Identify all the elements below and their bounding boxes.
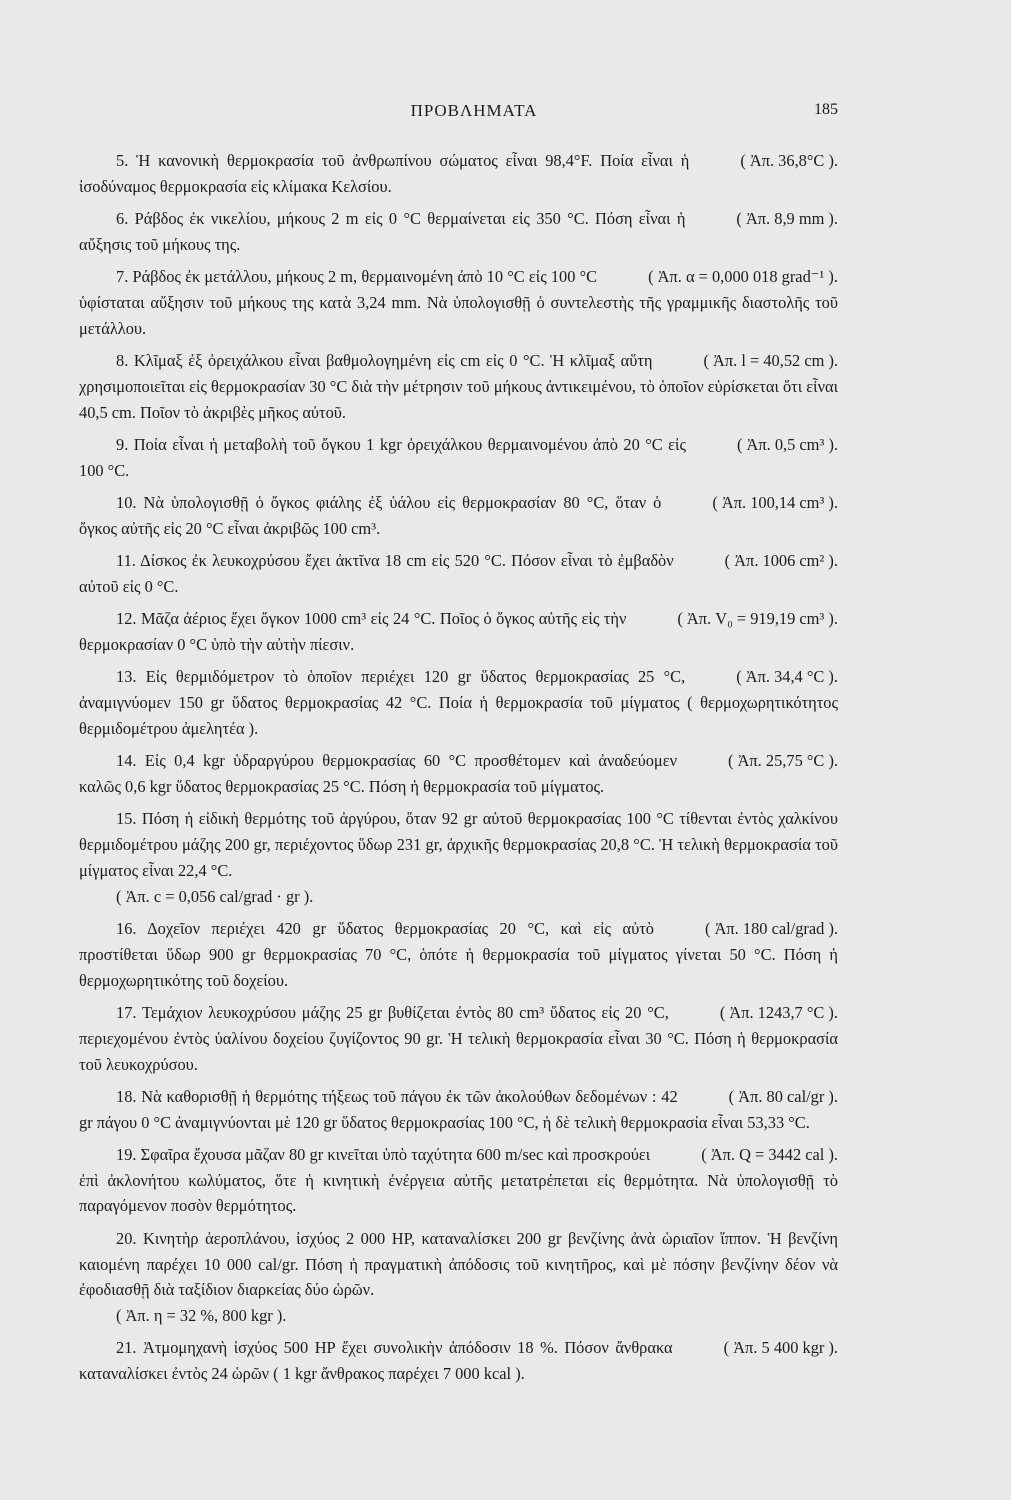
- answer-14: ( Ἀπ. 25,75 °C ).: [728, 751, 838, 771]
- problem-16: [79, 916, 838, 993]
- page-number: 185: [814, 101, 838, 118]
- problem-17: [79, 1000, 838, 1077]
- answer-8: ( Ἀπ. l = 40,52 cm ).: [703, 351, 838, 371]
- problem-text-14: 14. Εἰς 0,4 kgr ὑδραργύρου θερμοκρασίας 60 °C προσθέτομεν καὶ ἀναδεύομεν καλῶς 0,6 kgr ὕδατος θερμοκρασίας 25 °C. Πόση ἡ θερμοκρασία τοῦ μίγματος.: [79, 751, 678, 797]
- problem-text-13: 13. Εἰς θερμιδόμετρον τὸ ὁποῖον περιέχει 120 gr ὕδατος θερμοκρασίας 25 °C, ἀναμιγνύομεν 150 gr ὕδατος θερμοκρασίας 42 °C. Ποία ἡ θερμοκρασία τοῦ μίγματος ( θερμοχωρητικότητος θερμιδομέτρου ἀμελητέα ).: [79, 667, 838, 738]
- problem-5: [79, 148, 838, 200]
- page-header: [110, 101, 838, 131]
- problem-8: [79, 348, 838, 425]
- problem-11: [79, 548, 838, 600]
- problem-text-5: 5. Ἡ κανονικὴ θερμοκρασία τοῦ ἀνθρωπίνου σώματος εἶναι 98,4°F. Ποία εἶναι ἡ ἰσοδύναμος θερμοκρασία εἰς κλίμακα Κελσίου.: [79, 151, 690, 196]
- answer-16: ( Ἀπ. 180 cal/grad ).: [705, 919, 838, 939]
- answer-19: ( Ἀπ. Q = 3442 cal ).: [701, 1144, 838, 1164]
- answer-7: ( Ἀπ. α = 0,000 018 grad⁻¹ ).: [648, 267, 838, 287]
- answer-21: ( Ἀπ. 5 400 kgr ).: [723, 1338, 838, 1358]
- answer-10: ( Ἀπ. 100,14 cm³ ).: [712, 493, 838, 513]
- problem-text-11: 11. Δίσκος ἐκ λευκοχρύσου ἔχει ἀκτῖνα 18 cm εἰς 520 °C. Πόσον εἶναι τὸ ἐμβαδὸν αὐτοῦ εἰς 0 °C.: [79, 551, 674, 596]
- answer-17: ( Ἀπ. 1243,7 °C ).: [719, 1002, 838, 1022]
- problem-text-21: 21. Ἀτμομηχανὴ ἰσχύος 500 HP ἔχει συνολικὴν ἀπόδοσιν 18 %. Πόσον ἄνθρακα καταναλίσκει ἐντὸς 24 ὡρῶν ( 1 kgr ἄνθρακος παρέχει 7 000 kcal ).: [79, 1338, 673, 1384]
- problem-text-6: 6. Ράβδος ἐκ νικελίου, μήκους 2 m εἰς 0 °C θερμαίνεται εἰς 350 °C. Πόση εἶναι ἡ αὔξησις τοῦ μήκους της.: [79, 209, 686, 254]
- problem-text-16: 16. Δοχεῖον περιέχει 420 gr ὕδατος θερμοκρασίας 20 °C, καὶ εἰς αὐτὸ προστίθεται ὕδωρ 900 gr θερμοκρασίας 70 °C, ὁπότε ἡ θερμοκρασία τοῦ μίγματος γίνεται 50 °C. Πόση ἡ θερμοχωρητικότης τοῦ δοχείου.: [79, 919, 838, 990]
- answer-11: ( Ἀπ. 1006 cm² ).: [724, 551, 838, 571]
- problem-12: [79, 606, 838, 658]
- problem-text-19: 19. Σφαῖρα ἔχουσα μᾶζαν 80 gr κινεῖται ὑπὸ ταχύτητα 600 m/sec καὶ προσκρούει ἐπὶ ἀκλονήτου κωλύματος, ὅτε ἡ κινητικὴ ἐνέργεια αὐτῆς μετατρέπεται εἰς θερμότητα. Νὰ ὑπολογισθῇ τὸ παραγόμενον ποσὸν θερμότητος.: [79, 1144, 838, 1216]
- problem-15: [79, 806, 838, 909]
- answer-9: ( Ἀπ. 0,5 cm³ ).: [736, 434, 838, 454]
- problem-text-8: 8. Κλῖμαξ ἐξ ὀρειχάλκου εἶναι βαθμολογημένη εἰς cm εἰς 0 °C. Ἡ κλῖμαξ αὕτη χρησιμοποιεῖται εἰς θερμοκρασίαν 30 °C διὰ τὴν μέτρησιν τοῦ μήκους ἀντικειμένου, τὸ ὁποῖον εὑρίσκεται ὅτι εἶναι 40,5 cm. Ποῖον τὸ ἀκριβὲς μῆκος αὐτοῦ.: [79, 351, 838, 422]
- problem-text-12: 12. Μᾶζα ἀέριος ἔχει ὄγκον 1000 cm³ εἰς 24 °C. Ποῖος ὁ ὄγκος αὐτῆς εἰς τὴν θερμοκρασίαν 0 °C ὑπὸ τὴν αὐτὴν πίεσιν.: [79, 609, 627, 655]
- problems-list: [79, 148, 838, 1394]
- answer-20: ( Ἀπ. η = 32 %, 800 kgr ).: [116, 1306, 287, 1326]
- problem-18: [79, 1084, 838, 1136]
- problem-text-18: 18. Νὰ καθορισθῇ ἡ θερμότης τήξεως τοῦ πάγου ἐκ τῶν ἀκολούθων δεδομένων : 42 gr πάγου 0 °C ἀναμιγνύονται μὲ 120 gr ὕδατος θερμοκρασίας 100 °C, ἡ δὲ τελικὴ θερμοκρασία εἶναι 53,33 °C.: [79, 1086, 810, 1132]
- problem-text-9: 9. Ποία εἶναι ἡ μεταβολὴ τοῦ ὄγκου 1 kgr ὀρειχάλκου θερμαινομένου ἀπὸ 20 °C εἰς 100 °C.: [79, 434, 686, 480]
- problem-19: [79, 1142, 838, 1219]
- problem-9: [79, 432, 838, 484]
- problem-text-15: 15. Πόση ἡ εἰδικὴ θερμότης τοῦ ἀργύρου, ὅταν 92 gr αὐτοῦ θερμοκρασίας 100 °C τίθενται ἐντὸς χαλκίνου θερμιδομέτρου μάζης 200 gr, περιέχοντος ὕδωρ 231 gr, ἀρχικῆς θερμοκρασίας 20,8 °C. Ἡ τελικὴ θερμοκρασία τοῦ μίγματος εἶναι 22,4 °C.: [79, 809, 838, 880]
- problem-text-17: 17. Τεμάχιον λευκοχρύσου μάζης 25 gr βυθίζεται ἐντὸς 80 cm³ ὕδατος εἰς 20 °C, περιεχομένου ἐντὸς ὑαλίνου δοχείου ζυγίζοντος 90 gr. Ἡ τελικὴ θερμοκρασία εἶναι 30 °C. Πόση ἡ θερμοκρασία τοῦ λευκοχρύσου.: [79, 1002, 838, 1074]
- problem-6: [79, 206, 838, 258]
- problem-13: [79, 664, 838, 741]
- answer-13: ( Ἀπ. 34,4 °C ).: [736, 667, 838, 687]
- problem-20: [79, 1226, 838, 1329]
- answer-5: ( Ἀπ. 36,8°C ).: [740, 151, 838, 170]
- problem-21: [79, 1335, 838, 1387]
- answer-18: ( Ἀπ. 80 cal/gr ).: [728, 1086, 838, 1106]
- problem-10: [79, 490, 838, 542]
- problem-text-20: 20. Κινητὴρ ἀεροπλάνου, ἰσχύος 2 000 HP, καταναλίσκει 200 gr βενζίνης ἀνὰ ὡριαῖον ἵππον. Ἡ βενζίνη καιομένη παρέχει 10 000 cal/gr. Πόση ἡ πραγματικὴ ἀπόδοσις τοῦ κινητῆρος, καὶ μὲ πόσην βενζίνην δέον νὰ ἐφοδιασθῇ διὰ ταξίδιον διαρκείας δύο ὡρῶν.: [79, 1228, 838, 1300]
- answer-6: ( Ἀπ. 8,9 mm ).: [736, 209, 838, 229]
- running-title: ΠΡΟΒΛΗΜΑΤΑ: [410, 101, 538, 120]
- answer-15: ( Ἀπ. c = 0,056 cal/grad · gr ).: [116, 886, 314, 906]
- problem-7: [79, 264, 838, 341]
- problem-text-7: 7. Ράβδος ἐκ μετάλλου, μήκους 2 m, θερμαινομένη ἀπὸ 10 °C εἰς 100 °C ὑφίσταται αὔξησιν τοῦ μήκους της κατὰ 3,24 mm. Νὰ ὑπολογισθῇ ὁ συντελεστὴς τῆς γραμμικῆς διαστολῆς τοῦ μετάλλου.: [79, 267, 838, 338]
- answer-12: ( Ἀπ. V₀ = 919,19 cm³ ).: [677, 609, 838, 629]
- problem-text-10: 10. Νὰ ὑπολογισθῇ ὁ ὄγκος φιάλης ἐξ ὑάλου εἰς θερμοκρασίαν 80 °C, ὅταν ὁ ὄγκος αὐτῆς εἰς 20 °C εἶναι ἀκριβῶς 100 cm³.: [79, 493, 662, 538]
- problem-14: [79, 748, 838, 800]
